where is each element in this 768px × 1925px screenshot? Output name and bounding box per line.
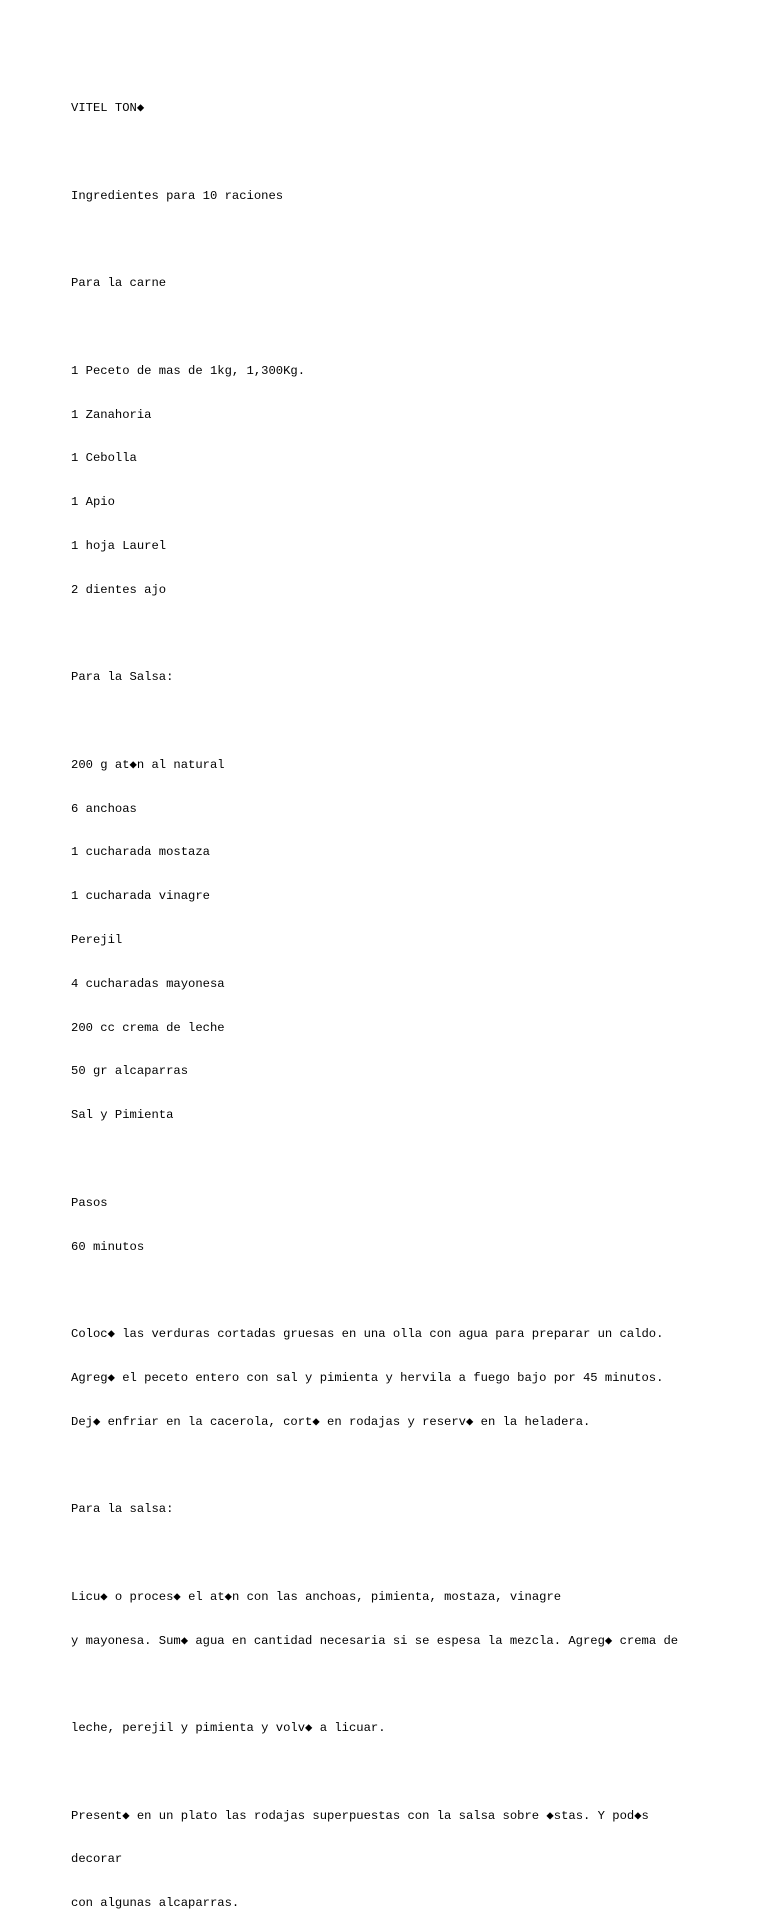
blank-line	[71, 1283, 751, 1298]
sauce-step-heading: Para la salsa:	[71, 1502, 174, 1517]
sauce-step-continuation: leche, perejil y pimienta y volv◆ a licuar.	[71, 1721, 386, 1736]
sauce-step-line: Licu◆ o proces◆ el at◆n con las anchoas, pimienta, mostaza, vinagre	[71, 1589, 562, 1604]
final-step-line: decorar	[71, 1852, 123, 1867]
sauce-ingredient: 4 cucharadas mayonesa	[71, 976, 225, 991]
steps-time: 60 minutos	[71, 1239, 145, 1254]
sauce-ingredient: 1 cucharada mostaza	[71, 845, 210, 860]
final-step-line: Present◆ en un plato las rodajas superpuestas con la salsa sobre ◆stas. Y pod◆s	[71, 1808, 649, 1823]
recipe-document	[71, 72, 751, 1925]
meat-ingredient: 2 dientes ajo	[71, 582, 167, 597]
blank-line	[71, 1546, 751, 1561]
recipe-title: VITEL TON◆	[71, 101, 145, 116]
sauce-ingredient: 50 gr alcaparras	[71, 1064, 189, 1079]
meat-ingredient: 1 Apio	[71, 495, 115, 510]
blank-line	[71, 145, 751, 160]
step-line: Agreg◆ el peceto entero con sal y pimienta y hervila a fuego bajo por 45 minutos.	[71, 1370, 664, 1385]
sauce-ingredient: Perejil	[71, 933, 123, 948]
meat-ingredient: 1 hoja Laurel	[71, 539, 167, 553]
sauce-ingredient: 1 cucharada vinagre	[71, 889, 210, 904]
sauce-ingredient: 200 cc crema de leche	[71, 1020, 225, 1035]
blank-line	[71, 1765, 751, 1780]
meat-ingredient: 1 Peceto de mas de 1kg, 1,300Kg.	[71, 363, 306, 378]
meat-ingredient: 1 Zanahoria	[71, 407, 152, 422]
final-step-line: con algunas alcaparras.	[71, 1896, 240, 1911]
meat-heading: Para la carne	[71, 276, 167, 291]
blank-line	[71, 1458, 751, 1473]
blank-line	[71, 320, 751, 335]
step-line: Dej◆ enfriar en la cacerola, cort◆ en rodajas y reserv◆ en la heladera.	[71, 1414, 591, 1429]
sauce-ingredient: Sal y Pimienta	[71, 1108, 174, 1123]
blank-line	[71, 627, 751, 642]
sauce-step-line: y mayonesa. Sum◆ agua en cantidad necesaria si se espesa la mezcla. Agreg◆ crema de	[71, 1633, 679, 1648]
blank-line	[71, 714, 751, 729]
blank-line	[71, 1152, 751, 1167]
meat-ingredient: 1 Cebolla	[71, 451, 137, 466]
steps-heading: Pasos	[71, 1195, 108, 1210]
step-line: Coloc◆ las verduras cortadas gruesas en una olla con agua para preparar un caldo.	[71, 1327, 664, 1342]
blank-line	[71, 233, 751, 248]
servings-line: Ingredientes para 10 raciones	[71, 188, 284, 203]
sauce-heading: Para la Salsa:	[71, 670, 174, 685]
sauce-ingredient: 6 anchoas	[71, 801, 137, 816]
sauce-ingredient: 200 g at◆n al natural	[71, 757, 225, 772]
blank-line	[71, 1677, 751, 1692]
